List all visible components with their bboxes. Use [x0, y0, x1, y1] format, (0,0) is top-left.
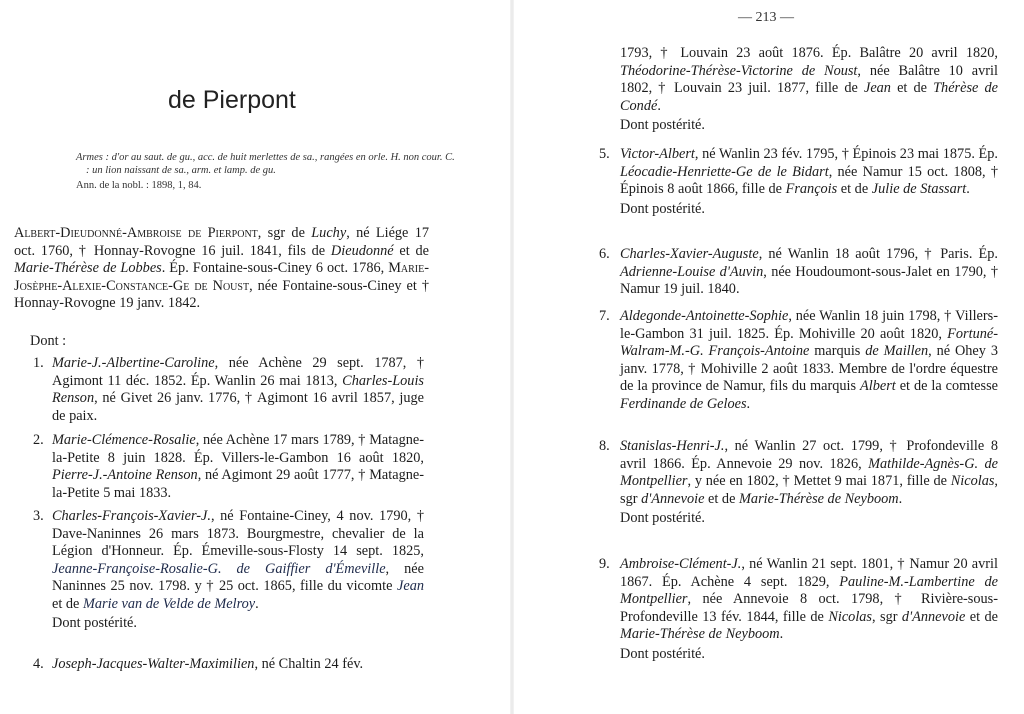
posterity-note: Dont postérité. — [620, 645, 705, 662]
page-number: — 213 — — [738, 10, 794, 25]
spouse-name: Marie-Josèphe-Alexie-Constance-Ge de Noust — [14, 260, 429, 294]
child-entry-1: 1. Marie-J.-Albertine-Caroline, née Achène 29 sept. 1787, † Agimont 11 déc. 1852. Ép. Wanlin 26 mai 1813, Charles-Louis Renson, né Givet 26 janv. 1776, † Agimont 16 avril 1857, juge de paix. — [33, 355, 424, 424]
child-entry-4: 4. Joseph-Jacques-Walter-Maximilien, né Chaltin 24 fév. — [33, 656, 364, 672]
father-name: Dieudonné — [330, 242, 394, 259]
continued-entry-4: 1793, † Louvain 23 août 1876. Ép. Balâtre 20 avril 1820, Théodorine-Thérèse-Victorine de Noust, née Balâtre 10 avril 1802, † Louvain 23 juil. 1877, fille de Jean et de Thérèse de Condé. Dont postérité. — [620, 45, 998, 133]
mother-name: Marie-Thérèse de Lobbes — [14, 260, 162, 276]
family-title: de Pierpont — [168, 86, 296, 114]
right-page — [512, 0, 1024, 714]
progenitor-paragraph: Albert-Dieudonné-Ambroise de Pierpont, sgr de Luchy, né Liége 17 oct. 1760, † Honnay-Rovogne 16 juil. 1841, fils de Dieudonné et de Marie-Thérèse de Lobbes. Ép. Fontaine-sous-Ciney 6 oct. 1786, Marie-Josèphe-Alexie-Constance-Ge de Noust, née Fontaine-sous-Ciney et † Honnay-Rovogne 19 janv. 1842. — [14, 225, 429, 311]
posterity-note: Dont postérité. — [52, 615, 137, 631]
child-entry-9: 9. Ambroise-Clément-J., né Wanlin 21 sept. 1801, † Namur 20 avril 1867. Ép. Achène 4 sept. 1829, Pauline-M.-Lambertine de Montpellier, née Annevoie 8 oct. 1798, † Rivière-sous-Profondeville 13 fév. 1844, fille de Nicolas, sgr d'Annevoie et de Marie-Thérèse de Neyboom. Dont postérité. — [599, 556, 999, 662]
child-entry-6: 6. Charles-Xavier-Auguste, né Wanlin 18 août 1796, † Paris. Ép. Adrienne-Louise d'Auvin, née Houdoumont-sous-Jalet en 1790, † Namur 19 juil. 1840. — [599, 246, 998, 297]
posterity-note: Dont postérité. — [620, 510, 705, 526]
child-entry-3: 3. Charles-François-Xavier-J., né Fontaine-Ciney, 4 nov. 1790, † Dave-Naninnes 26 mars 1873. Bourgmestre, chevalier de la Légion d'Honneur. Ép. Émeville-sous-Flosty 14 sept. 1825, Jeanne-Françoise-Rosalie-G. de Gaiffier d'Émeville, née Naninnes 25 nov. 1798. y † 25 oct. 1865, fille du vicomte Jean et de Marie van de Velde de Melroy. Dont postérité. — [33, 508, 424, 631]
nobility-reference: Ann. de la nobl. : 1898, 1, 84. — [76, 180, 202, 191]
arms-blazon: Armes : d'or au saut. de gu., acc. de huit merlettes de sa., rangées en orle. H. non cour. C. : un lion naissant de sa., arm. et lamp. de gu. — [76, 152, 455, 176]
child-entry-8: 8. Stanislas-Henri-J., né Wanlin 27 oct. 1799, † Profondeville 8 avril 1866. Ép. Annevoie 29 nov. 1826, Mathilde-Agnès-G. de Montpellier, y née en 1802, † Mettet 9 mai 1871, fille de Nicolas, sgr d'Annevoie et de Marie-Thérèse de Neyboom. Dont postérité. — [599, 438, 998, 526]
posterity-note: Dont postérité. — [620, 200, 705, 217]
arms-description — [76, 151, 456, 192]
child-entry-5: 5. Victor-Albert, né Wanlin 23 fév. 1795, † Épinois 23 mai 1875. Ép. Léocadie-Henriette-Ge de le Bidart, née Namur 15 oct. 1808, † Épinois 8 août 1866, fille de François et de Julie de Stassart. Dont postérité. — [599, 146, 998, 217]
lordship: Luchy — [311, 225, 347, 241]
child-entry-7: 7. Aldegonde-Antoinette-Sophie, née Wanlin 18 juin 1798, † Villers-le-Gambon 31 juil. 1825. Ép. Mohiville 20 août 1820, Fortuné-Walram-M.-G. François-Antoine marquis de Maillen, né Ohey 3 janv. 1778, † Mohiville 2 août 1833. Membre de l'ordre équestre de la province de Namur, fils du marquis Albert et de la comtesse Ferdinande de Geloes. — [599, 308, 998, 412]
progenitor-name: Albert-Dieudonné-Ambroise de Pierpont — [14, 225, 258, 241]
posterity-note: Dont postérité. — [620, 117, 705, 133]
child-entry-2: 2. Marie-Clémence-Rosalie, née Achène 17 mars 1789, † Matagne-la-Petite 8 juin 1828. Ép. Villers-le-Gambon 16 août 1820, Pierre-J.-Antoine Renson, né Agimont 29 août 1777, † Matagne-la-Petite 5 mai 1833. — [33, 432, 424, 501]
children-heading: Dont : — [30, 333, 67, 349]
